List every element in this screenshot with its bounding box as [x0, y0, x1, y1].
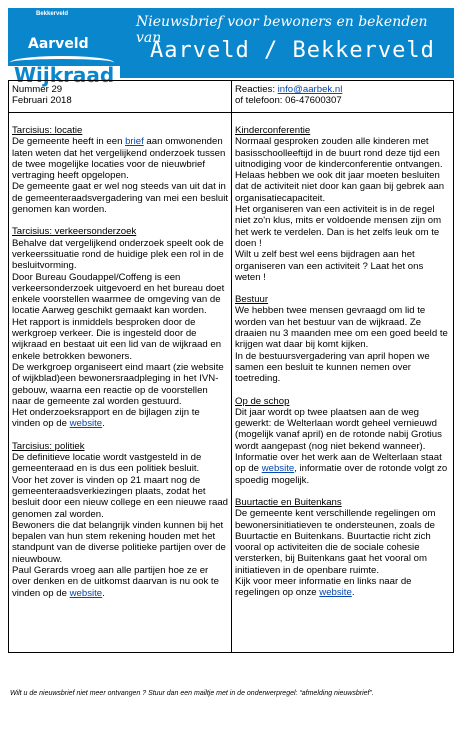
paragraph: We hebben twee mensen gevraagd om lid te worden van het bestuur van de wijkraad. Ze draaien nu 3 maanden mee om een goed beeld te krijgen wat daar bij komt kijken. — [235, 305, 448, 351]
paragraph: Helaas hebben we ook dit jaar moeten besluiten dat de activiteit niet door kan gaan bij gebrek aan organisatiecapaciteit. — [235, 170, 445, 204]
paragraph: In de bestuursvergadering van april hopen we samen een besluit te kunnen nemen over toetreding. — [235, 350, 430, 385]
issue-date: Februari 2018 — [12, 95, 72, 107]
brief-link[interactable]: brief — [125, 136, 144, 148]
website-link[interactable]: website — [319, 587, 352, 599]
paragraph: De gemeente gaat er wel nog steeds van uit dat in de gemeenteraadsvergadering van mei een besluit genomen kan worden. — [12, 181, 228, 216]
website-link[interactable]: website — [69, 587, 103, 599]
section-title-kinderconferentie: Kinderconferentie — [235, 125, 311, 136]
unsubscribe-note: Wilt u de nieuwsbrief niet meer ontvangen ? Stuur dan een mailtje met in de onderwerpregel: “afmelding nieuwsbrief”. — [10, 690, 374, 697]
paragraph: De gemeente heeft in een brief aan omwonenden laten weten dat het vergelijkend onderzoek tussen de twee mogelijke locaties voor de nieuwbrief vertraging heeft opgelopen. — [12, 136, 226, 182]
paragraph: Informatie over het werk aan de Welterlaan staat op de website, informatie over de rotonde volgt zo spoedig mogelijk. — [235, 452, 448, 486]
contact-info — [232, 81, 453, 113]
section-title-politiek: Tarcisius: politiek — [12, 440, 85, 452]
paragraph: Het organiseren van een activiteit is in de regel niet zo'n klus, mits er voldoende mensen zijn om het werk te verdelen. Dan is het zelfs leuk om te doen ! — [235, 204, 442, 249]
paragraph: Paul Gerards vroeg aan alle partijen hoe ze er over denken en de uitkomst daarvan is nu ook te vinden op de website. — [12, 564, 219, 599]
paragraph: Normaal gesproken zouden alle kinderen met basisschoolleeftijd in de buurt rond deze tijd een uitnodiging voor de kinderconferentie ontvangen. — [235, 136, 443, 170]
logo-text-wijkraad: Wijkraad — [14, 63, 115, 87]
section-title-buurtactie: Buurtactie en Buitenkans — [235, 496, 342, 508]
logo-text-aarveld: Aarveld — [28, 36, 89, 52]
paragraph: Wilt u zelf best wel eens bijdragen aan het organiseren van een activiteit ? Laat het ons weten ! — [235, 249, 424, 283]
issue-number: Nummer 29 — [12, 84, 63, 95]
section-title-verkeersonderzoek: Tarcisius: verkeersonderzoek — [12, 226, 137, 238]
paragraph: Voor het zover is vinden op 21 maart nog de gemeenteraadsverkiezingen plaats, zodat het besluit door een nieuw college en een nieuwe raad genomen zal worden. — [12, 474, 229, 520]
newsletter-body — [8, 80, 454, 653]
email-link[interactable]: info@aarbek.nl — [277, 84, 343, 95]
paragraph: Dit jaar wordt op twee plaatsen aan de weg gewerkt: de Welterlaan wordt geheel vernieuwd (mogelijk vanaf april) en de rotonde nabij Grotius wordt aangepast (nog niet bekend wanneer). — [235, 406, 442, 452]
website-link[interactable]: website — [69, 418, 103, 430]
paragraph: Door Bureau Goudappel/Coffeng is een verkeersonderzoek uitgevoerd en het bureau doet enkele voorstellen waarmee de omgeving van de locatie Aarweg geschikt gemaakt kan worden. — [12, 271, 225, 317]
wijkraad-logo — [8, 8, 120, 87]
newsletter-header — [8, 8, 454, 87]
section-title-locatie: Tarcisius: locatie — [12, 125, 83, 136]
paragraph: De gemeente kent verschillende regelingen om bewonersinitiatieven te ondersteunen, zoals de Buurtactie en Buitenkans. Buurtactie richt zich vooral op activiteiten die de sociale cohesie versterken, bij Buitenkans gaat het vooral om initiatieven in de openbare ruimte. — [235, 508, 436, 576]
paragraph: Het rapport is inmiddels besproken door de werkgroep verkeer. Die is ingesteld door de wijkraad en bestaat uit een lid van de wijkraad en enkele betrokken bewoners. — [12, 316, 222, 362]
paragraph: Het onderzoeksrapport en de bijlagen zijn te vinden op de website. — [12, 407, 200, 430]
paragraph: De definitieve locatie wordt vastgesteld in de gemeenteraad en is dus een politiek besluit. — [12, 452, 202, 475]
left-column — [9, 81, 232, 652]
contact-phone: of telefoon: 06-47600307 — [235, 95, 342, 107]
logo-text-bekkerveld: Bekkerveld — [36, 11, 69, 17]
right-column — [232, 81, 453, 652]
paragraph: Bewoners die dat belangrijk vinden kunnen bij het bepalen van hun stem rekening houden met het standpunt van de diverse politieke partijen over de nieuwbouw. — [12, 519, 226, 565]
website-link[interactable]: website — [261, 463, 295, 475]
issue-info — [9, 81, 231, 113]
paragraph: Kijk voor meer informatie en links naar de regelingen op onze website. — [235, 575, 412, 599]
section-title-op-de-schop: Op de schop — [235, 395, 290, 407]
paragraph: Behalve dat vergelijkend onderzoek speelt ook de verkeerssituatie rond de huidige plek een rol in de besluitvorming. — [12, 237, 224, 272]
contact-email-line: Reacties: info@aarbek.nl — [235, 84, 343, 95]
section-title-bestuur: Bestuur — [235, 294, 269, 306]
header-subtitle: Nieuwsbrief voor bewoners en bekenden van — [136, 14, 428, 46]
paragraph: De werkgroep organiseert eind maart (zie website of wijkblad)een bewonersraadpleging in het IVN-gebouw, waarna een reactie op de voorstellen naar de gemeente zal worden gestuurd. — [12, 361, 224, 407]
header-title: Aarveld / Bekkerveld — [150, 38, 435, 63]
